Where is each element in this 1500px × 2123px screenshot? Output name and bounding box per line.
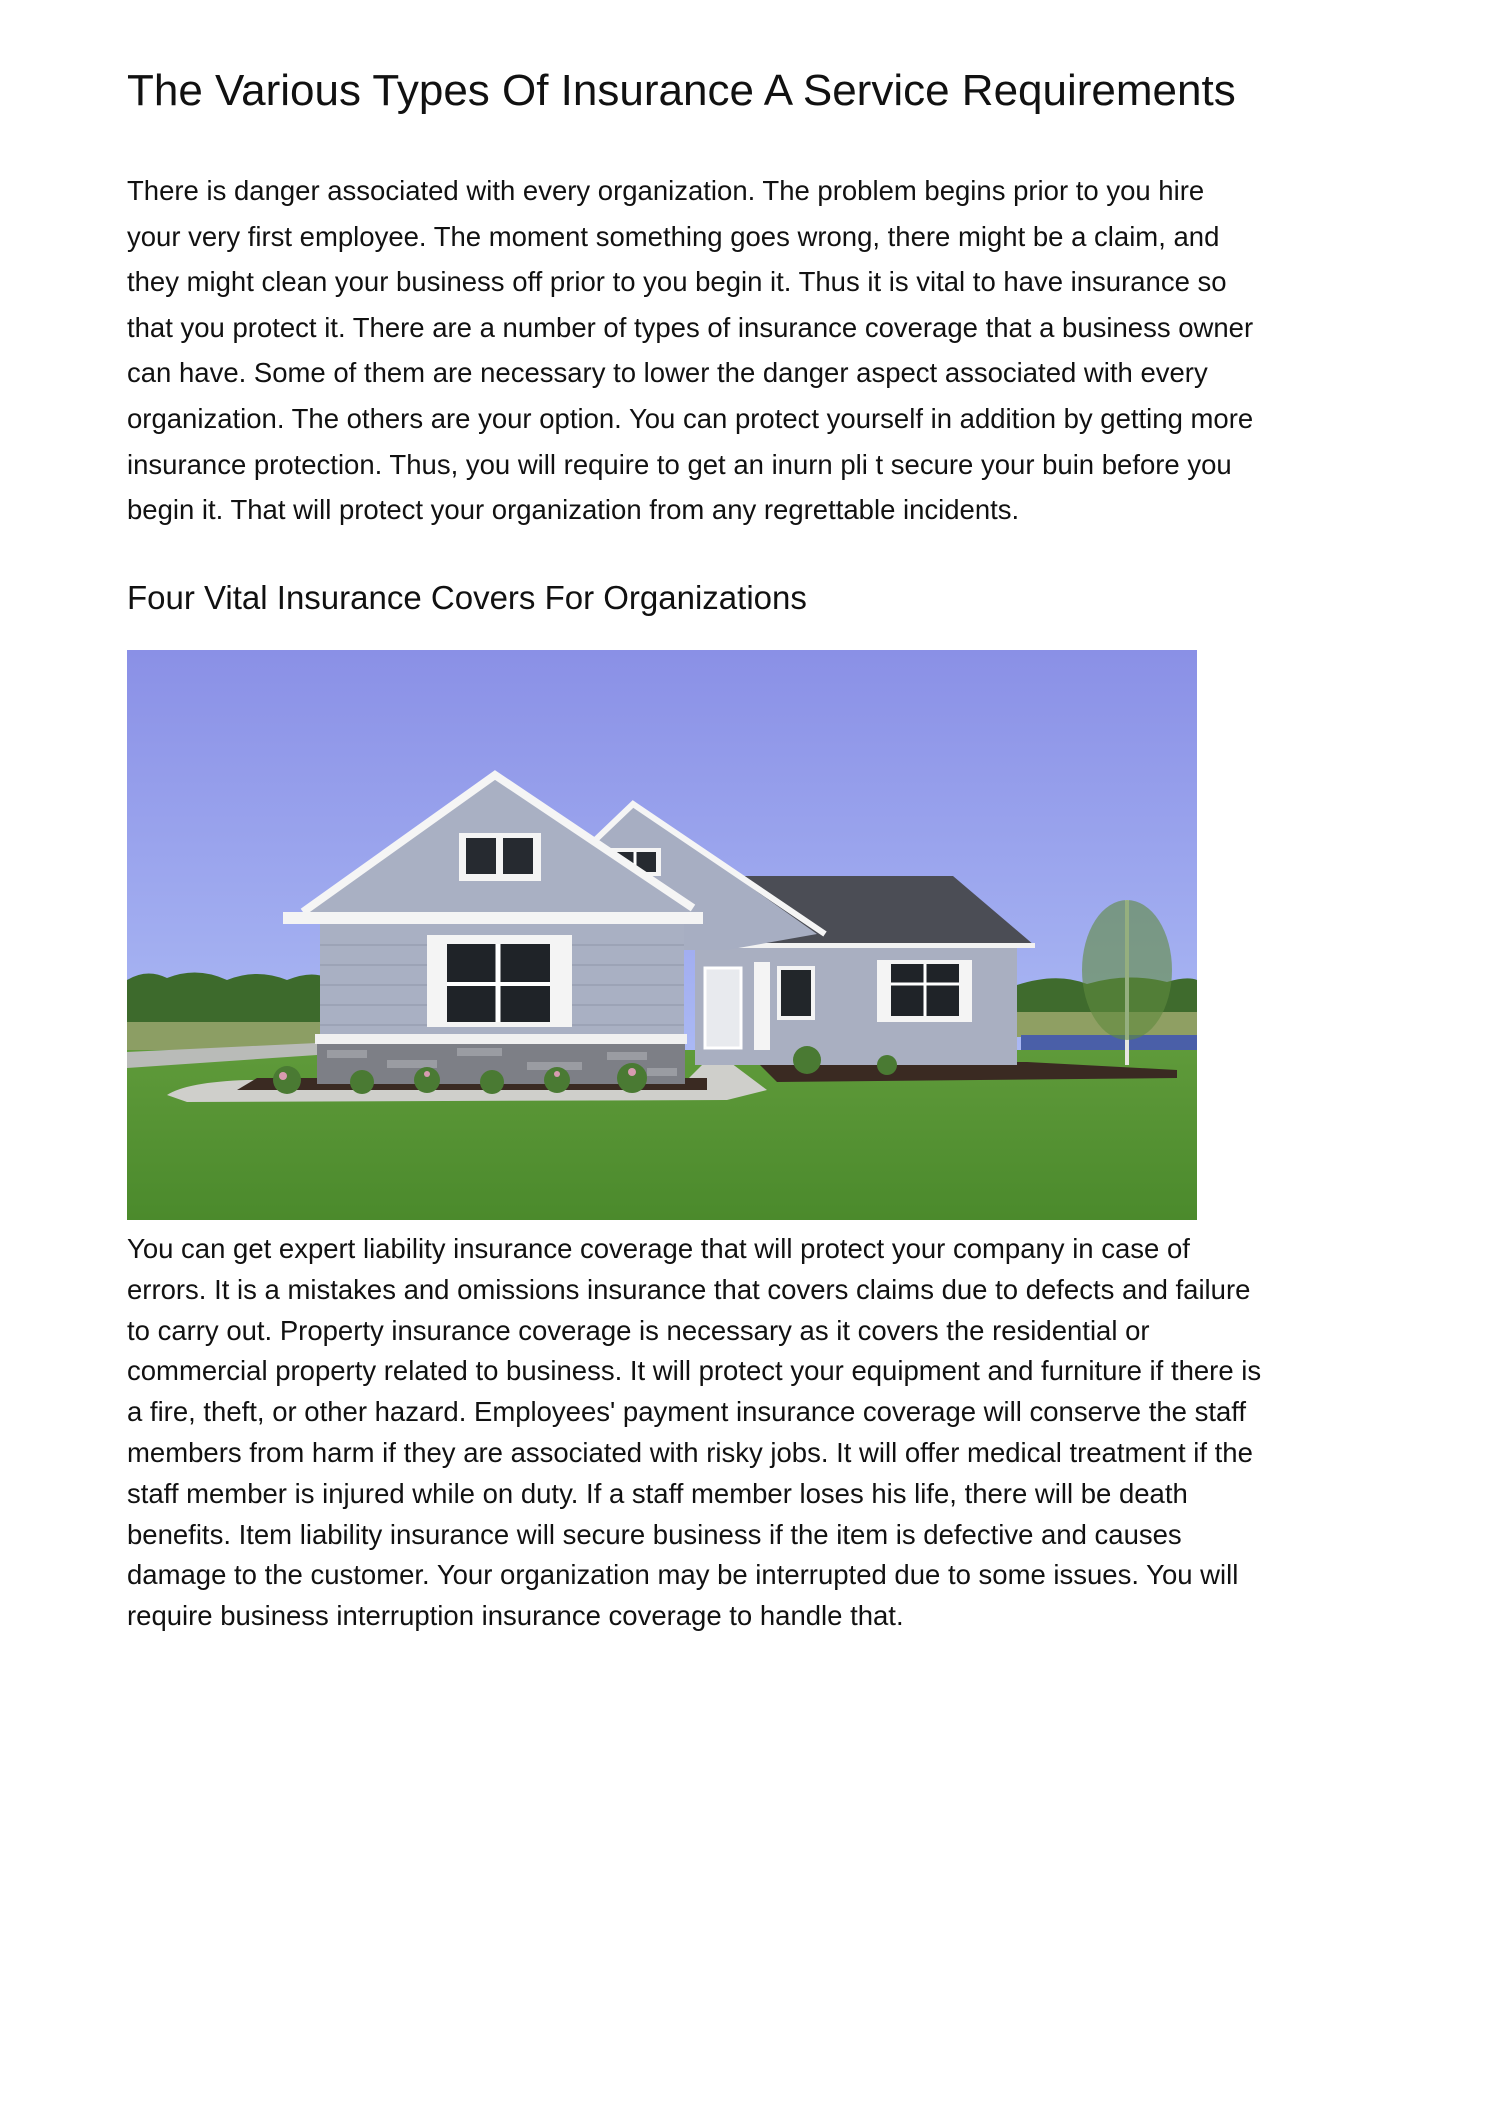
text-line: staff member is injured while on duty. If a staff member loses his life, there will be death	[127, 1477, 1188, 1509]
text-line: can have. Some of them are necessary to lower the danger aspect associated with every	[127, 357, 1208, 389]
porch-window	[779, 968, 813, 1018]
text-line: There is danger associated with every organization. The problem begins prior to you hire	[127, 175, 1205, 206]
page-title: The Various Types Of Insurance A Service Requirements	[127, 66, 1236, 115]
text-line: damage to the customer. Your organization may be interrupted due to some issues. You will	[127, 1559, 1239, 1591]
body-paragraph	[127, 1229, 1261, 1637]
text-line: insurance protection. Thus, you will require to get an inurn pli t secure your buin before you	[127, 448, 1232, 480]
text-line: your very first employee. The moment something goes wrong, there might be a claim, and	[127, 220, 1220, 252]
text-line: benefits. Item liability insurance will secure business if the item is defective and causes	[127, 1518, 1182, 1550]
porch-column	[754, 962, 770, 1050]
text-line: commercial property related to business. It will protect your equipment and furniture if there is	[127, 1355, 1262, 1387]
text-line: they might clean your business off prior to you begin it. Thus it is vital to have insurance so	[127, 266, 1227, 298]
text-line: errors. It is a mistakes and omissions insurance that covers claims due to defects and failure	[127, 1273, 1251, 1305]
text-line: organization. The others are your option. You can protect yourself in addition by getting more	[127, 402, 1254, 434]
text-line: begin it. That will protect your organization from any regrettable incidents.	[127, 494, 1020, 526]
section-heading: Four Vital Insurance Covers For Organizations	[127, 579, 807, 616]
text-line: to carry out. Property insurance coverage is necessary as it covers the residential or	[127, 1314, 1150, 1346]
text-line: members from harm if they are associated with risky jobs. It will offer medical treatment if the	[127, 1436, 1253, 1468]
tree-line	[127, 972, 327, 1030]
water-table	[315, 1034, 687, 1044]
text-line: a fire, theft, or other hazard. Employees' payment insurance coverage will conserve the staff	[127, 1396, 1247, 1428]
intro-paragraph	[127, 168, 1253, 533]
text-line: You can get expert liability insurance coverage that will protect your company in case of	[127, 1233, 1190, 1264]
text-line: require business interruption insurance coverage to handle that.	[127, 1600, 904, 1632]
text-line: that you protect it. There are a number of types of insurance coverage that a business owner	[127, 311, 1254, 343]
house-photo	[127, 650, 1197, 1220]
front-door	[705, 968, 741, 1048]
eave-band	[283, 912, 703, 924]
